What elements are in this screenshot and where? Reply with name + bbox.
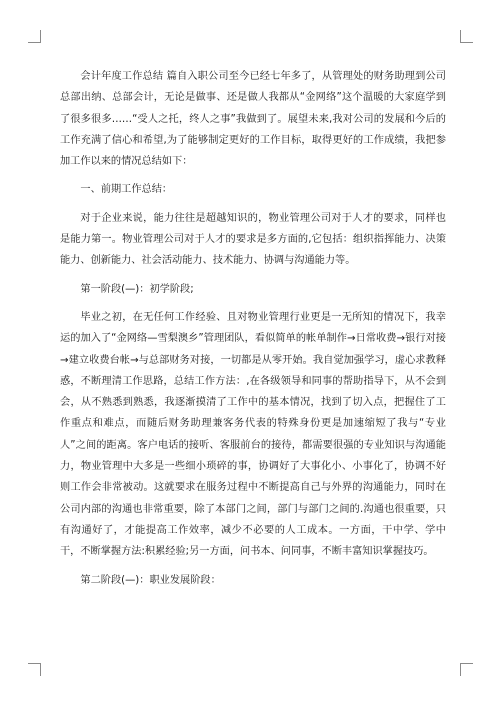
intro-paragraph: 会计年度工作总结 篇自入职公司至今已经七年多了，从管理处的财务助理到公司总部出纳、总部会计，无论是做事、还是做人我都从“金网络”这个温暖的大家庭学到了很多很多……“受人之托，终人之事”我做到了。展望未来,我对公司的发展和今后的工作充满了信心和希望,为了能够制定更好的工作目标，取得更好的工作成绩，我把参加工作以来的情况总结如下： bbox=[60, 71, 446, 168]
crop-mark-top-right bbox=[460, 30, 473, 43]
stage-one-heading: 第一阶段(—)：初学阶段; bbox=[80, 283, 194, 295]
stage-two-heading: 第二阶段(—)：职业发展阶段： bbox=[80, 574, 221, 586]
ability-paragraph: 对于企业来说，能力往往是超越知识的，物业管理公司对于人才的要求，同样也是能力第一。物业管理公司对于人才的要求是多方面的,它包括：组织指挥能力、决策能力、创新能力、社会活动能力、技术能力、协调与沟通能力等。 bbox=[60, 212, 446, 267]
crop-mark-top-left bbox=[28, 30, 41, 43]
crop-mark-bottom-right bbox=[460, 663, 473, 676]
section-heading-early-work: 一、前期工作总结： bbox=[80, 184, 173, 196]
document-body bbox=[60, 66, 446, 598]
stage-one-paragraph: 毕业之初，在无任何工作经验、且对物业管理行业更是一无所知的情况下，我幸运的加入了“金网络—雪梨澳乡”管理团队，看似简单的帐单制作→日常收费→银行对接→建立收费台帐→与总部财务对接，一切都是从零开始。我自觉加强学习，虚心求教释惑，不断理清工作思路，总结工作方法：,在各级领导和同事的帮助指导下，从不会到会，从不熟悉到熟悉，我逐渐摸清了工作中的基本情况，找到了切入点，把握住了工作重点和难点，而随后财务助理兼客务代表的特殊身份更是加速缩短了我与“专业人”之间的距离。客户电话的接听、客服前台的接待，都需要很强的专业知识与沟通能力，物业管理中大多是一些细小琐碎的事，协调好了大事化小、小事化了，协调不好则工作会非常被动。这就要求在服务过程中不断提高自己与外界的沟通能力，同时在公司内部的沟通也非常重要，除了本部门之间，部门与部门之间的.沟通也很重要，只有沟通好了，才能提高工作效率，减少不必要的人工成本。一方面，干中学、学中干，不断掌握方法:积累经验;另一方面，问书本、问同事，不断丰富知识掌握技巧。 bbox=[60, 311, 446, 558]
crop-mark-bottom-left bbox=[28, 663, 41, 676]
